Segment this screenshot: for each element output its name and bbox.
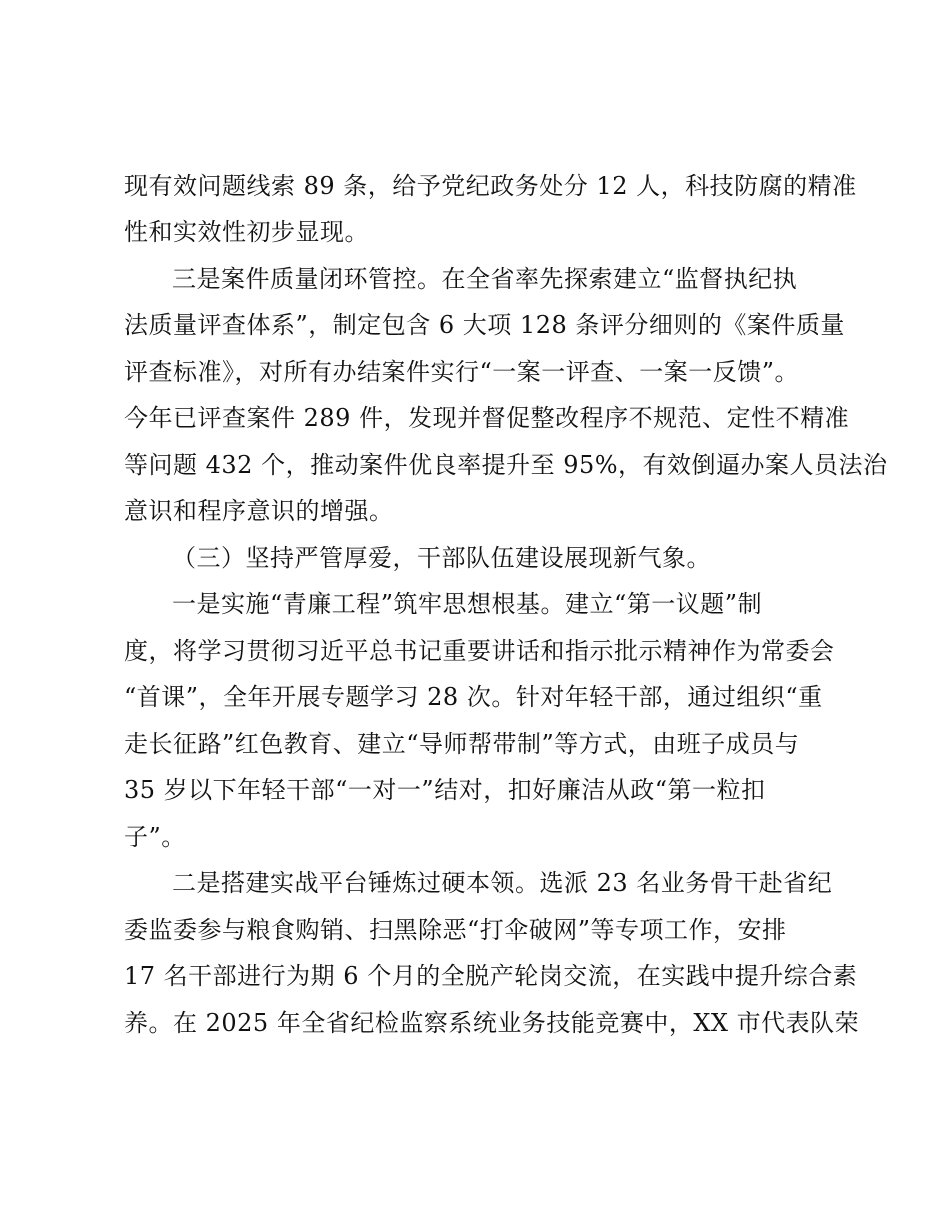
body-text-line: 今年已评查案件 289 件，发现并督促整改程序不规范、定性不精准 [124, 404, 850, 432]
body-text-line: 法质量评查体系”，制定包含 6 大项 128 条评分细则的《案件质量 [124, 311, 845, 339]
paragraph-text-line: 一是实施“青廉工程”筑牢思想根基。建立“第一议题”制 [172, 590, 763, 618]
paragraph-text-line: 二是搭建实战平台锤炼过硬本领。选派 23 名业务骨干赴省纪 [172, 869, 833, 897]
body-text-line: “首课”，全年开展专题学习 28 次。针对年轻干部，通过组织“重 [124, 683, 823, 711]
body-text-line: 意识和程序意识的增强。 [124, 497, 394, 525]
body-text-line: 养。在 2025 年全省纪检监察系统业务技能竞赛中，XX 市代表队荣 [124, 1009, 860, 1037]
body-text-line: 子”。 [124, 823, 186, 851]
body-text-line: 现有效问题线索 89 条，给予党纪政务处分 12 人，科技防腐的精准 [124, 172, 857, 200]
body-text-line: 等问题 432 个，推动案件优良率提升至 95%，有效倒逼办案人员法治 [124, 451, 888, 479]
section-heading: （三）坚持严管厚爱，干部队伍建设展现新气象。 [172, 544, 711, 572]
body-text-line: 性和实效性初步显现。 [124, 218, 369, 246]
body-text-line: 走长征路”红色教育、建立“导师帮带制”等方式，由班子成员与 [124, 730, 800, 758]
body-text-line: 委监委参与粮食购销、扫黑除恶“打伞破网”等专项工作，安排 [124, 916, 787, 944]
body-text-line: 35 岁以下年轻干部“一对一”结对，扣好廉洁从政“第一粒扣 [124, 776, 766, 804]
body-text-line: 17 名干部进行为期 6 个月的全脱产轮岗交流，在实践中提升综合素 [124, 962, 858, 990]
body-text-line: 度，将学习贯彻习近平总书记重要讲话和指示批示精神作为常委会 [124, 637, 835, 665]
paragraph-text-line: 三是案件质量闭环管控。在全省率先探索建立“监督执纪执 [172, 265, 798, 293]
body-text-line: 评查标准》，对所有办结案件实行“一案一评查、一案一反馈”。 [124, 358, 800, 386]
